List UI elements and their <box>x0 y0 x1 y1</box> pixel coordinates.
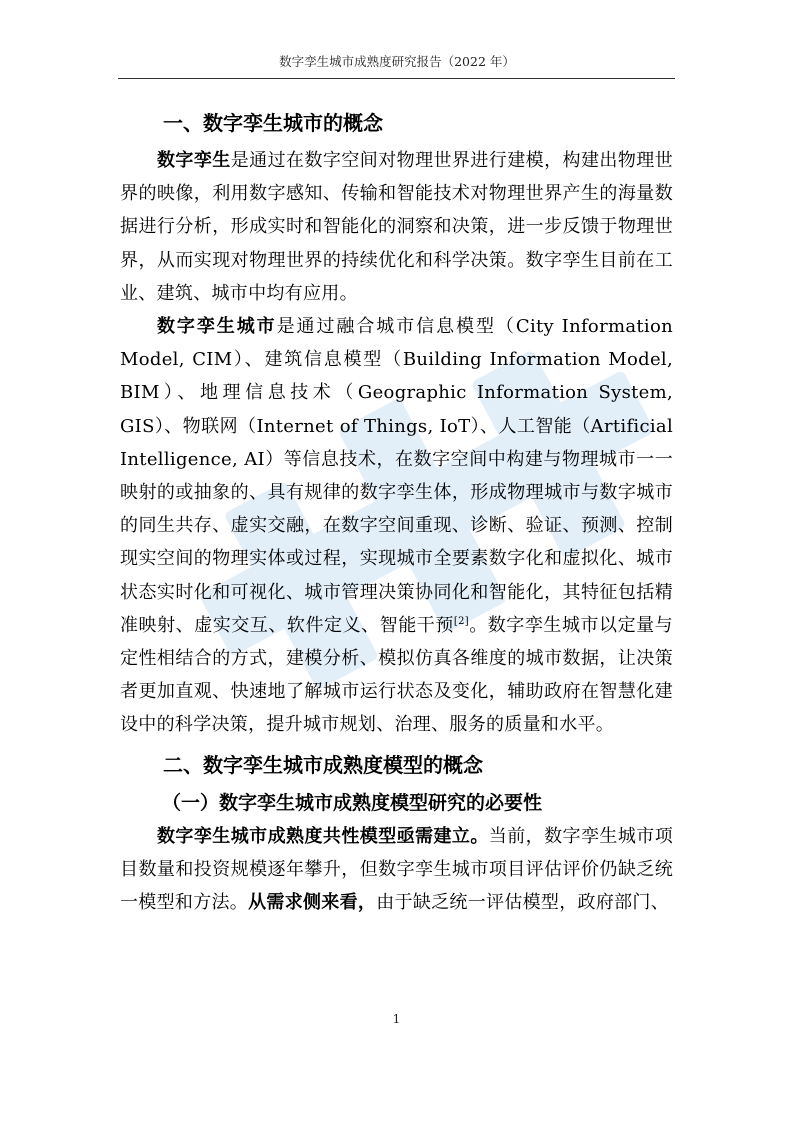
bold-lead-demand: 从需求侧来看， <box>248 892 377 914</box>
header-rule <box>118 78 675 79</box>
paragraph-text: 当前，数字孪生城市项目数量和投资规模逐年攀升，但数字孪生城市项目评估评价仍缺乏统一模型和方法。 <box>120 825 673 914</box>
page-body <box>120 108 673 919</box>
section-heading-1: 一、数字孪生城市的概念 <box>163 111 383 135</box>
paragraph-text: 。数字孪生城市以定量与定性相结合的方式，建模分析、模拟仿真各维度的城市数据，让决策者更加直观、快速地了解城市运行状态及变化，辅助政府在智慧化建设中的科学决策，提升城市规划、治理、服务的质量和水平。 <box>120 614 673 736</box>
section-heading-2: 二、数字孪生城市成熟度模型的概念 <box>163 752 483 777</box>
page-number: 1 <box>392 1012 401 1026</box>
subsection-heading: （一）数字孪生城市成熟度模型研究的必要性 <box>162 791 543 814</box>
paragraph-text: 是通过融合城市信息模型（City Information Model, CIM）、建筑信息模型（Building Information Model, BIM）、地理信息技术（Geographic Information System, GIS）、物联网（Internet of Things, IoT）、人工智能（Artificial Intelligence, AI）等信息技术，在数字空间中构建与物理城市一一映射的或抽象的、具有规律的数字孪生体，形成物理城市与数字城市的同生共存、虚实交融，在数字空间重现、诊断、验证、预测、控制现实空间的物理实体或过程，实现城市全要素数字化和虚拟化、城市状态实时化和可视化、城市管理决策协同化和智能化，其特征包括精准映射、虚实交互、软件定义、智能干预 <box>120 316 673 636</box>
citation-reference: [2] <box>453 615 469 627</box>
bold-lead: 数字孪生城市成熟度共性模型亟需建立。 <box>157 825 489 847</box>
running-header: 数字孪生城市成熟度研究报告（2022 年） <box>279 54 515 69</box>
paragraph-text: 是通过在数字空间对物理世界进行建模，构建出物理世界的映像，利用数字感知、传输和智能技术对物理世界产生的海量数据进行分析，形成实时和智能化的洞察和决策，进一步反馈于物理世界，从而实现对物理世界的持续优化和科学决策。数字孪生目前在工业、建筑、城市中均有应用。 <box>120 150 673 304</box>
paragraph-necessity <box>120 820 673 920</box>
paragraph-text: 由于缺乏统一评估模型，政府部门、 <box>376 892 670 914</box>
paragraph-digital-twin-city <box>120 310 673 742</box>
term-digital-twin-city: 数字孪生城市 <box>157 316 277 338</box>
paragraph-digital-twin <box>120 144 673 310</box>
term-digital-twin: 数字孪生 <box>157 150 231 171</box>
